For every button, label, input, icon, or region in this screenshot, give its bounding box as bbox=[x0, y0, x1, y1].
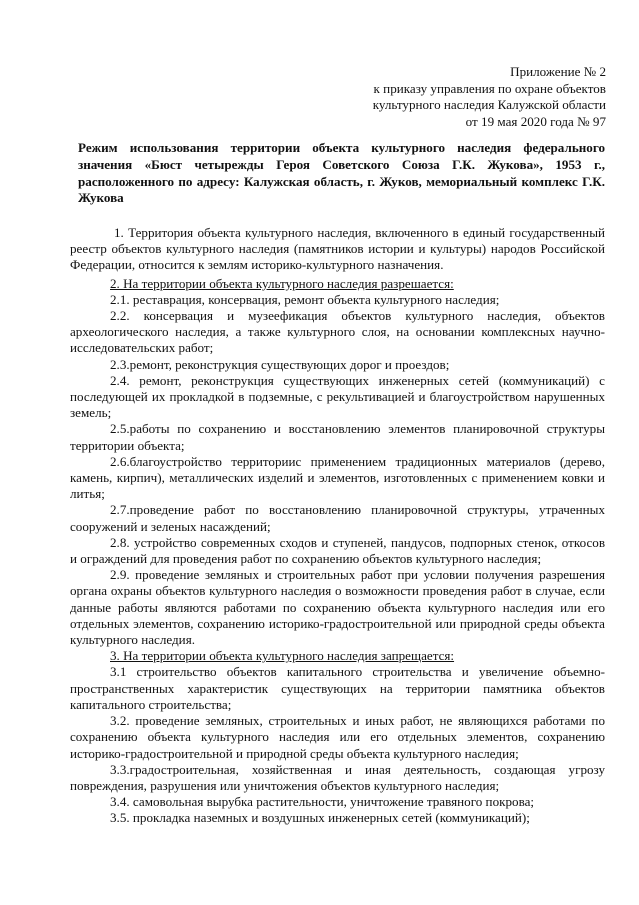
list-item-2-1: 2.1. реставрация, консервация, ремонт объекта культурного наследия; bbox=[110, 291, 500, 307]
list-item-2-5: 2.5.работы по сохранению и восстановлению элементов планировочной структуры территории объекта; bbox=[70, 421, 605, 453]
list-item-3-4: 3.4. самовольная вырубка растительности, уничтожение травяного покрова; bbox=[110, 794, 535, 810]
order-date-number: от 19 мая 2020 года № 97 bbox=[465, 113, 606, 129]
list-item-3-5: 3.5. прокладка наземных и воздушных инженерных сетей (коммуникаций); bbox=[110, 810, 530, 826]
list-item-2-6: 2.6.благоустройство территориис применением традиционных материалов (дерево, камень, кирпич), металлических изделий и элементов, изготовленных с применением ковки и литья; bbox=[70, 453, 605, 502]
section-heading-prohibited: 3. На территории объекта культурного наследия запрещается: bbox=[110, 648, 455, 664]
list-item-2-3: 2.3.ремонт, реконструкция существующих дорог и проездов; bbox=[110, 356, 450, 372]
section-heading-permitted: 2. На территории объекта культурного наследия разрешается: bbox=[110, 275, 454, 291]
document-title: Режим использования территории объекта культурного наследия федерального значения «Бюст четырежды Героя Советского Союза Г.К. Жукова», 1953 г., расположенного по адресу: Калужская область, г. Жуков, мемориальный комплекс Г.К. Жукова bbox=[78, 140, 605, 206]
paragraph-1: 1. Территория объекта культурного наследия, включенного в единый государственный реестр объектов культурного наследия (памятников истории и культуры) народов Российской Федерации, относится к землям историко-культурного назначения. bbox=[70, 225, 605, 273]
list-item-3-3: 3.3.градостроительная, хозяйственная и иная деятельность, создающая угрозу повреждения, разрушения или уничтожения объектов культурного наследия; bbox=[70, 761, 605, 793]
list-item-2-2: 2.2. консервация и музеефикация объектов культурного наследия, объектов археологического наследия, а также культурного слоя, на основании комплексных научно-исследовательских работ; bbox=[70, 308, 605, 356]
order-reference-line: к приказу управления по охране объектов bbox=[373, 80, 606, 96]
document-body bbox=[70, 225, 605, 827]
appendix-number: Приложение № 2 bbox=[510, 64, 606, 79]
list-item-3-2: 3.2. проведение земляных, строительных и иных работ, не являющихся работами по сохранению объекта культурного наследия или его отдельных элементов, сохранению историко-градостроительной и природной среды объекта культурного наследия; bbox=[70, 713, 605, 761]
list-item-2-9: 2.9. проведение земляных и строительных работ при условии получения разрешения органа охраны объектов культурного наследия о возможности проведения работ в случае, если данные работы являются работами по сохранению объекта культурного наследия или его отдельных элементов, сохранению историко-градостроительной или природной среды объекта культурного наследия. bbox=[70, 567, 605, 648]
order-authority-line: культурного наследия Калужской области bbox=[372, 97, 606, 112]
list-item-2-7: 2.7.проведение работ по восстановлению планировочной структуры, утраченных сооружений и зеленых насаждений; bbox=[70, 502, 605, 534]
list-item-2-8: 2.8. устройство современных сходов и ступеней, пандусов, подпорных стенок, откосов и ограждений для проведения работ по сохранению объектов культурного наследия; bbox=[70, 534, 605, 567]
list-item-3-1: 3.1 строительство объектов капитального строительства и увеличение объемно-пространственных характеристик существующих на территории памятника объектов капитального строительства; bbox=[70, 664, 605, 712]
list-item-2-4: 2.4. ремонт, реконструкция существующих инженерных сетей (коммуникаций) с последующей их прокладкой в подземные, с рекультивацией и благоустройством нарушенных земель; bbox=[70, 372, 605, 421]
appendix-header bbox=[373, 64, 606, 130]
